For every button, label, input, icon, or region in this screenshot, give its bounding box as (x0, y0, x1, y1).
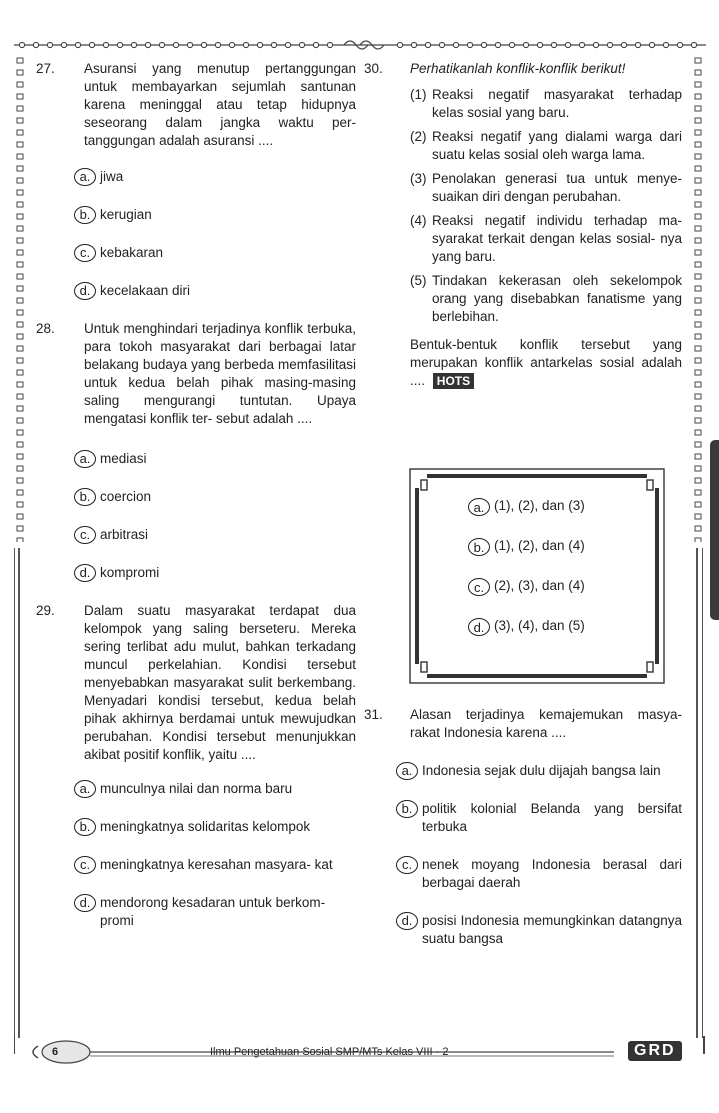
question-number: 27. (36, 61, 55, 76)
option-d[interactable] (74, 894, 356, 930)
top-border-ornament (14, 38, 706, 52)
statement-1 (410, 86, 682, 122)
border-dot (695, 166, 701, 171)
option-text: jiwa (100, 169, 124, 184)
border-dot (17, 418, 23, 423)
option-text: (1), (2), dan (4) (494, 538, 585, 553)
border-dot (621, 42, 626, 47)
option-letter: b. (74, 488, 96, 506)
option-a[interactable] (396, 762, 682, 780)
border-dot (439, 42, 444, 47)
border-dot (397, 42, 402, 47)
question-31-block (364, 706, 682, 968)
right-column (364, 60, 682, 390)
border-dot (17, 58, 23, 63)
statement-number: (4) (410, 213, 427, 228)
question-number: 31. (364, 707, 383, 722)
border-dot (695, 94, 701, 99)
page-number: 6 (52, 1046, 59, 1058)
border-dot (695, 490, 701, 495)
border-dot (695, 454, 701, 459)
option-a[interactable] (74, 780, 356, 798)
border-dot (17, 298, 23, 303)
question-27-options (74, 168, 356, 300)
statement-5 (410, 272, 682, 326)
question-number: 28. (36, 321, 55, 336)
option-d[interactable] (468, 618, 585, 636)
question-30 (364, 60, 682, 78)
border-dot (695, 70, 701, 75)
border-dot (695, 322, 701, 327)
option-letter: d. (468, 618, 490, 636)
option-letter: c. (468, 578, 490, 596)
option-text: mendorong kesadaran untuk berkom- promi (100, 895, 326, 928)
option-letter: b. (468, 538, 490, 556)
border-dot (201, 42, 206, 47)
question-30-statements (410, 86, 682, 390)
statement-number: (5) (410, 273, 427, 288)
border-dot (411, 42, 416, 47)
border-dot (17, 238, 23, 243)
border-dot (695, 214, 701, 219)
border-dot (145, 42, 150, 47)
option-text: (2), (3), dan (4) (494, 578, 585, 593)
border-dot (159, 42, 164, 47)
option-letter: b. (396, 800, 418, 818)
option-letter: a. (468, 498, 490, 516)
option-letter: d. (74, 894, 96, 912)
border-dot (695, 130, 701, 135)
border-dot (453, 42, 458, 47)
question-number: 29. (36, 603, 55, 618)
question-31-options (396, 762, 682, 948)
statement-number: (1) (410, 87, 427, 102)
border-dot (17, 490, 23, 495)
border-dot (103, 42, 108, 47)
border-dot (17, 442, 23, 447)
hots-badge: HOTS (433, 373, 474, 389)
border-dot (17, 214, 23, 219)
border-dot (17, 262, 23, 267)
border-dot (299, 42, 304, 47)
border-dot (695, 466, 701, 471)
border-dot (695, 310, 701, 315)
border-dot (61, 42, 66, 47)
page-edge-tab (710, 440, 719, 620)
option-text: kecelakaan diri (100, 283, 191, 298)
border-dot (509, 42, 514, 47)
option-text: nenek moyang Indonesia berasal dari berbagai daerah (422, 857, 682, 890)
option-letter: a. (74, 450, 96, 468)
border-dot (17, 514, 23, 519)
option-text: kerugian (100, 207, 152, 222)
border-dot (695, 346, 701, 351)
border-dot (257, 42, 262, 47)
border-dot (607, 42, 612, 47)
statement-number: (3) (410, 171, 427, 186)
right-border-line (696, 548, 698, 1038)
border-dot (229, 42, 234, 47)
border-dot (17, 430, 23, 435)
border-dot (663, 42, 668, 47)
left-border-line-inner (14, 548, 15, 1038)
border-dot (695, 478, 701, 483)
border-dot (695, 226, 701, 231)
question-27 (36, 60, 356, 150)
question-text: Untuk menghindari terjadinya konflik terbuka, para tokoh masyarakat dari berbagai latar belakang budaya yang berbeda memfasilitasi untuk kedua belah pihak masing-masing saling mengurangi tuntutan. Upaya mengatasi konflik ter- sebut adalah .... (84, 321, 356, 426)
border-dot (695, 190, 701, 195)
option-letter: b. (74, 206, 96, 224)
border-dot (565, 42, 570, 47)
border-dot (17, 166, 23, 171)
right-border-line-inner (702, 548, 703, 1038)
option-text: arbitrasi (100, 527, 149, 542)
border-dot (17, 82, 23, 87)
option-text: kebakaran (100, 245, 164, 260)
border-dot (551, 42, 556, 47)
border-dot (17, 466, 23, 471)
option-text: munculnya nilai dan norma baru (100, 781, 293, 796)
border-dot (17, 178, 23, 183)
border-dot (481, 42, 486, 47)
border-dot (695, 430, 701, 435)
border-dot (17, 334, 23, 339)
border-dot (695, 202, 701, 207)
border-dot (17, 454, 23, 459)
border-dot (17, 538, 23, 542)
left-border-ornament (16, 52, 24, 542)
border-dot (695, 394, 701, 399)
border-dot (695, 250, 701, 255)
option-c[interactable] (74, 856, 356, 874)
option-c[interactable] (468, 578, 585, 596)
border-dot (695, 238, 701, 243)
option-text: (1), (2), dan (3) (494, 498, 585, 513)
border-dot (17, 70, 23, 75)
border-dot (19, 42, 24, 47)
border-dot (695, 298, 701, 303)
border-dot (17, 358, 23, 363)
option-b[interactable] (74, 488, 356, 506)
border-dot (695, 334, 701, 339)
border-dot (17, 526, 23, 531)
question-intro: Perhatikanlah konflik-konflik berikut! (410, 61, 626, 76)
border-dot (17, 406, 23, 411)
option-a[interactable] (74, 168, 356, 186)
option-d[interactable] (74, 282, 356, 300)
question-28-options (74, 450, 356, 582)
option-letter: d. (74, 564, 96, 582)
option-text: kompromi (100, 565, 160, 580)
question-31 (364, 706, 682, 742)
option-b[interactable] (468, 538, 585, 556)
border-dot (695, 118, 701, 123)
option-text: mediasi (100, 451, 147, 466)
border-dot (695, 418, 701, 423)
option-text: posisi Indonesia memungkinkan datangnya suatu bangsa (422, 913, 682, 946)
border-dot (327, 42, 332, 47)
question-text: Alasan terjadinya kemajemukan masya- rakat Indonesia karena .... (410, 707, 682, 740)
option-b[interactable] (74, 206, 356, 224)
border-dot (695, 82, 701, 87)
question-number: 30. (364, 61, 383, 76)
question-text: Asuransi yang menutup pertanggungan untuk membayarkan sejumlah santunan karena meninggal atau tetap hidupnya seseorang dalam jangka waktu per- tanggungan adalah asuransi .... (84, 61, 356, 148)
border-dot (243, 42, 248, 47)
border-dot (17, 286, 23, 291)
option-letter: c. (396, 856, 418, 874)
border-dot (17, 394, 23, 399)
border-dot (695, 274, 701, 279)
question-30-options (468, 498, 585, 658)
border-dot (467, 42, 472, 47)
border-dot (695, 514, 701, 519)
border-dot (17, 250, 23, 255)
border-dot (695, 262, 701, 267)
border-dot (75, 42, 80, 47)
border-dot (695, 538, 701, 542)
border-dot (17, 226, 23, 231)
option-letter: c. (74, 244, 96, 262)
option-text: coercion (100, 489, 152, 504)
option-text: politik kolonial Belanda yang bersifat terbuka (422, 801, 682, 834)
border-dot (537, 42, 542, 47)
statement-number: (2) (410, 129, 427, 144)
border-dot (695, 502, 701, 507)
border-dot (495, 42, 500, 47)
border-dot (17, 322, 23, 327)
border-dot (695, 370, 701, 375)
statement-4 (410, 212, 682, 266)
border-dot (17, 370, 23, 375)
border-dot (695, 286, 701, 291)
statement-text: Reaksi negatif yang dialami warga dari suatu kelas sosial oleh warga lama. (432, 129, 682, 162)
border-dot (695, 58, 701, 63)
option-letter: d. (74, 282, 96, 300)
option-b[interactable] (74, 818, 356, 836)
border-dot (271, 42, 276, 47)
border-dot (425, 42, 430, 47)
question-30-closing (410, 336, 682, 390)
border-dot (17, 274, 23, 279)
option-b[interactable] (396, 800, 682, 836)
statement-3 (410, 170, 682, 206)
border-dot (131, 42, 136, 47)
statement-text: Reaksi negatif individu terhadap ma- syarakat terkait dengan kelas sosial- nya yang baru. (432, 213, 682, 264)
option-c[interactable] (74, 526, 356, 544)
border-dot (695, 406, 701, 411)
statement-text: Reaksi negatif masyarakat terhadap kelas sosial yang baru. (432, 87, 682, 120)
border-dot (579, 42, 584, 47)
border-dot (695, 526, 701, 531)
statement-2 (410, 128, 682, 164)
left-border-line (18, 548, 20, 1038)
border-dot (215, 42, 220, 47)
option-a[interactable] (468, 498, 585, 516)
border-dot (677, 42, 682, 47)
option-text: (3), (4), dan (5) (494, 618, 585, 633)
book-title: Ilmu Pengetahuan Sosial SMP/MTs Kelas VIII - 2 (210, 1046, 449, 1058)
border-dot (33, 42, 38, 47)
border-dot (285, 42, 290, 47)
publisher-logo: GRD (628, 1041, 682, 1061)
border-dot (47, 42, 52, 47)
border-dot (117, 42, 122, 47)
option-text: meningkatnya solidaritas kelompok (100, 819, 311, 834)
option-letter: a. (74, 780, 96, 798)
border-dot (695, 154, 701, 159)
option-c[interactable] (74, 244, 356, 262)
border-dot (173, 42, 178, 47)
option-text: Indonesia sejak dulu dijajah bangsa lain (422, 763, 661, 778)
option-letter: d. (396, 912, 418, 930)
border-dot (17, 310, 23, 315)
border-dot (17, 502, 23, 507)
border-dot (17, 142, 23, 147)
border-dot (187, 42, 192, 47)
option-letter: a. (74, 168, 96, 186)
option-letter: c. (74, 526, 96, 544)
border-dot (17, 346, 23, 351)
border-dot (17, 118, 23, 123)
option-d[interactable] (74, 564, 356, 582)
option-letter: a. (396, 762, 418, 780)
border-dot (635, 42, 640, 47)
border-dot (17, 478, 23, 483)
border-dot (649, 42, 654, 47)
question-29-options (74, 780, 356, 930)
border-dot (695, 178, 701, 183)
border-dot (17, 106, 23, 111)
border-dot (593, 42, 598, 47)
statement-text: Tindakan kekerasan oleh sekelompok orang yang disebabkan fanatisme yang berlebihan. (432, 273, 682, 324)
border-dot (523, 42, 528, 47)
border-dot (695, 106, 701, 111)
question-29 (36, 602, 356, 764)
border-dot (17, 94, 23, 99)
option-text: meningkatnya keresahan masyara- kat (100, 857, 333, 872)
option-letter: b. (74, 818, 96, 836)
border-dot (17, 130, 23, 135)
statement-text: Penolakan generasi tua untuk menye- suaikan diri dengan perubahan. (432, 171, 682, 204)
closing-text: Bentuk-bentuk konflik tersebut yang merupakan konflik antarkelas sosial adalah .... (410, 337, 682, 388)
border-dot (313, 42, 318, 47)
option-d[interactable] (396, 912, 682, 948)
border-dot (17, 190, 23, 195)
border-dot (695, 442, 701, 447)
border-dot (17, 382, 23, 387)
question-text: Dalam suatu masyarakat terdapat dua kelompok yang saling berseteru. Mereka sering terlibat adu mulut, bahkan terkadang muncul perkelahian. Kondisi tersebut menyebabkan masyarakat sulit berkembang. Menyadari kondisi tersebut, kedua belah pihak akhirnya berdamai untuk mewujudkan perubahan. Kondisi tersebut menunjukkan akibat positif konflik, yaitu .... (84, 603, 356, 762)
option-a[interactable] (74, 450, 356, 468)
border-dot (17, 202, 23, 207)
option-c[interactable] (396, 856, 682, 892)
left-column (36, 60, 356, 950)
border-dot (691, 42, 696, 47)
option-letter: c. (74, 856, 96, 874)
border-dot (695, 382, 701, 387)
right-border-ornament (694, 52, 702, 542)
border-dot (89, 42, 94, 47)
border-dot (17, 154, 23, 159)
question-28 (36, 320, 356, 428)
border-dot (695, 358, 701, 363)
border-dot (695, 142, 701, 147)
